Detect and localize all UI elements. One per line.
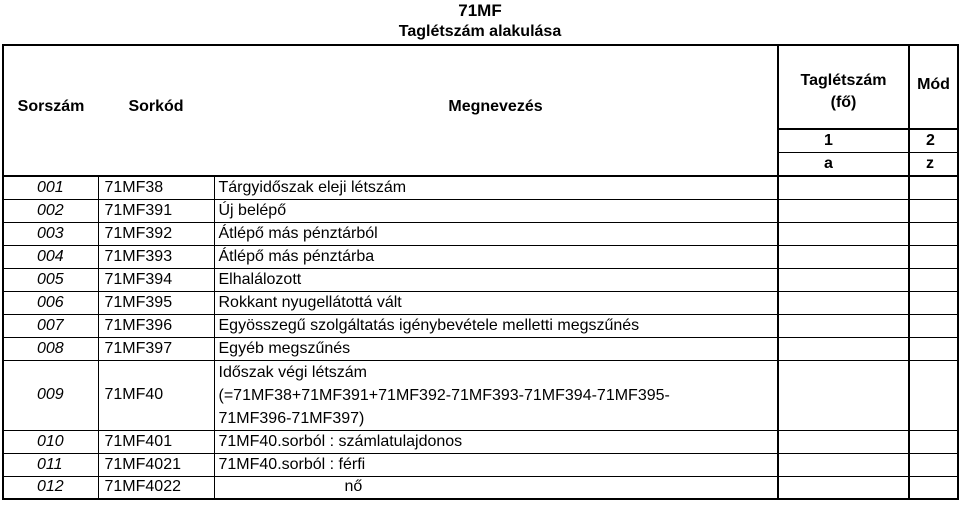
row-mod-value[interactable] bbox=[909, 199, 958, 222]
row-mod-value[interactable] bbox=[909, 337, 958, 360]
report-subtitle: Taglétszám alakulása bbox=[398, 23, 562, 40]
row-name: 71MF40.sorból : számlatulajdonos bbox=[214, 430, 778, 453]
row-number: 002 bbox=[3, 199, 98, 222]
row-number: 009 bbox=[3, 360, 98, 430]
table-row bbox=[3, 268, 958, 291]
row-number: 003 bbox=[3, 222, 98, 245]
table-row bbox=[3, 430, 958, 453]
row-mod-value[interactable] bbox=[909, 430, 958, 453]
table-row bbox=[3, 245, 958, 268]
table-row bbox=[3, 476, 958, 499]
row-number: 007 bbox=[3, 314, 98, 337]
header-col-1 bbox=[778, 129, 909, 152]
row-code: 71MF396 bbox=[98, 314, 214, 337]
row-code: 71MF38 bbox=[98, 176, 214, 199]
table-row bbox=[3, 360, 958, 430]
header-letszam-line1: Taglétszám bbox=[800, 72, 887, 89]
headcount-table bbox=[2, 44, 959, 500]
row-number: 005 bbox=[3, 268, 98, 291]
row-number: 004 bbox=[3, 245, 98, 268]
row-mod-value[interactable] bbox=[909, 176, 958, 199]
row-code: 71MF395 bbox=[98, 291, 214, 314]
row-name: Új belépő bbox=[214, 199, 778, 222]
row-name: Átlépő más pénztárba bbox=[214, 245, 778, 268]
row-letszam-value[interactable] bbox=[778, 245, 909, 268]
header-col-2: 2 bbox=[909, 129, 958, 152]
row-mod-value[interactable] bbox=[909, 453, 958, 476]
table-row bbox=[3, 176, 958, 199]
row-name: Egyéb megszűnés bbox=[214, 337, 778, 360]
row-mod-value[interactable] bbox=[909, 360, 958, 430]
table-row bbox=[3, 314, 958, 337]
row-code: 71MF397 bbox=[98, 337, 214, 360]
row-name: Rokkant nyugellátottá vált bbox=[214, 291, 778, 314]
header-letszam bbox=[778, 45, 909, 129]
row-code: 71MF40 bbox=[98, 360, 214, 430]
row-letszam-value[interactable] bbox=[778, 176, 909, 199]
row-mod-value[interactable] bbox=[909, 268, 958, 291]
header-col-1-label: 1 bbox=[824, 131, 833, 149]
row-letszam-value[interactable] bbox=[778, 199, 909, 222]
row-code: 71MF393 bbox=[98, 245, 214, 268]
row-mod-value[interactable] bbox=[909, 222, 958, 245]
row-name: Elhalálozott bbox=[214, 268, 778, 291]
row-letszam-value[interactable] bbox=[778, 430, 909, 453]
row-letszam-value[interactable] bbox=[778, 222, 909, 245]
row-mod-value[interactable] bbox=[909, 476, 958, 499]
row-letszam-value[interactable] bbox=[778, 314, 909, 337]
row-name: Egyösszegű szolgáltatás igénybevétele melletti megszűnés bbox=[214, 314, 778, 337]
row-mod-value[interactable] bbox=[909, 314, 958, 337]
row-name: Tárgyidőszak eleji létszám bbox=[214, 176, 778, 199]
row-number: 010 bbox=[3, 430, 98, 453]
row-mod-value[interactable] bbox=[909, 291, 958, 314]
table-row bbox=[3, 453, 958, 476]
report-title: 71MF bbox=[458, 1, 502, 20]
header-mod: Mód bbox=[909, 45, 958, 129]
row-letszam-value[interactable] bbox=[778, 291, 909, 314]
row-name: 71MF40.sorból : férfi bbox=[214, 453, 778, 476]
row-name-line3: 71MF396-71MF397) bbox=[218, 409, 365, 427]
row-name bbox=[214, 360, 778, 430]
row-mod-value[interactable] bbox=[909, 245, 958, 268]
table-row bbox=[3, 222, 958, 245]
row-letszam-value[interactable] bbox=[778, 476, 909, 499]
table-row bbox=[3, 291, 958, 314]
header-letszam-line2: (fő) bbox=[830, 94, 857, 111]
row-number: 006 bbox=[3, 291, 98, 314]
row-code: 71MF4021 bbox=[98, 453, 214, 476]
row-name-line2: (=71MF38+71MF391+71MF392-71MF393-71MF394-71MF395- bbox=[218, 386, 670, 404]
row-code: 71MF394 bbox=[98, 268, 214, 291]
row-name: Átlépő más pénztárból bbox=[214, 222, 778, 245]
table-row bbox=[3, 199, 958, 222]
row-number: 001 bbox=[3, 176, 98, 199]
row-code: 71MF391 bbox=[98, 199, 214, 222]
row-code: 71MF401 bbox=[98, 430, 214, 453]
row-letszam-value[interactable] bbox=[778, 337, 909, 360]
row-letszam-value[interactable] bbox=[778, 360, 909, 430]
header-col-a: a bbox=[778, 152, 909, 176]
header-megnevezes: Megnevezés bbox=[214, 45, 778, 129]
header-sorszam: Sorszám bbox=[3, 45, 98, 129]
row-code: 71MF392 bbox=[98, 222, 214, 245]
row-letszam-value[interactable] bbox=[778, 268, 909, 291]
row-number: 008 bbox=[3, 337, 98, 360]
header-sorkod: Sorkód bbox=[98, 45, 214, 129]
row-letszam-value[interactable] bbox=[778, 453, 909, 476]
header-col-z: z bbox=[909, 152, 958, 176]
row-name: nő bbox=[214, 476, 778, 499]
row-name-line1: Időszak végi létszám bbox=[218, 363, 368, 381]
row-code: 71MF4022 bbox=[98, 476, 214, 499]
row-number: 012 bbox=[3, 476, 98, 499]
table-row bbox=[3, 337, 958, 360]
row-number: 011 bbox=[3, 453, 98, 476]
